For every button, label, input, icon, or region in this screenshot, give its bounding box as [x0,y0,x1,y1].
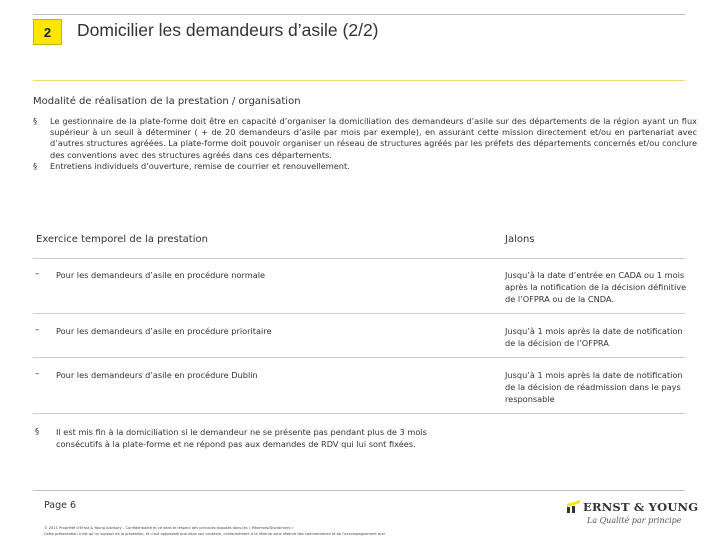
termination-note: Il est mis fin à la domiciliation si le demandeur ne se présente pas pendant plus de 3 mois consécutifs à la plate-forme et ne répond pas aux demandes de RDV qui lui sont fixées. [56,427,427,449]
disclaimer-line: Cette présentation n’est qu’un support de la prestation, et n’est opposable que dans son contexte, conformément à la réserve sous réserve des commentaires et de l’accompagnement oral [44,532,385,536]
bullet-text: Entretiens individuels d’ouverture, remise de courrier et renouvellement. [50,160,350,171]
bullet-icon: § [35,426,40,436]
brand-name: ERNST & YOUNG [583,500,699,514]
table-row-left: Pour les demandeurs d’asile en procédure normale [56,270,266,280]
table-row-left: Pour les demandeurs d’asile en procédure Dublin [56,370,258,380]
table-header-exercice: Exercice temporel de la prestation [36,234,208,245]
brand-tagline: La Qualité par principe [587,516,682,525]
list-item [33,116,697,161]
slide-number-badge: 2 [33,19,62,45]
brand-logo [565,498,699,532]
modalite-heading: Modalité de réalisation de la prestation / organisation [33,96,301,107]
table-row-right: Jusqu’à la date d’entrée en CADA ou 1 mois après la notification de la décision définitive de l’OFPRA ou de la CNDA. [505,270,687,304]
list-item [33,161,697,172]
header-divider [33,80,685,81]
top-rule [33,14,685,15]
bullet-icon: § [33,116,38,126]
table-row-right: Jusqu’à 1 mois après la date de notification de la décision de réadmission dans le pays responsable [505,370,683,404]
table-row-left: Pour les demandeurs d’asile en procédure prioritaire [56,326,272,336]
copyright-line: © 2011 Propriété d’Ernst & Young Advisory – Confidentialité et ce dans le respect des principes exposés dans les « Réserves/Disclaimers » [44,526,294,530]
footer-divider [33,490,685,491]
dash-icon: – [35,269,40,279]
dash-icon: – [35,325,40,335]
table-row-right: Jusqu’à 1 mois après la date de notification de la décision de l’OFPRA [505,326,683,348]
dash-icon: – [35,369,40,379]
table-header-jalons: Jalons [505,234,535,245]
modalite-bullet-list [33,116,697,172]
page-number: Page 6 [44,500,77,511]
brand-mark-icon [567,500,580,513]
bullet-text: Le gestionnaire de la plate-forme doit être en capacité d’organiser la domiciliation des demandeurs d’asile sur des départements de la région ayant un flux supérieur à un seuil à déterminer ( + de 20 demandeurs d’asile par mois par exemple), en assurant cette mission directement et/ou en partenariat avec d’autres structures agréées. La plate-forme doit pouvoir organiser un réseau de structures agréés par les préfets des départements concernés et/ou conclure des conventions avec des structures agréés dans ces départements. [50,116,697,160]
page-title: Domicilier les demandeurs d’asile (2/2) [77,20,379,40]
table-divider [33,258,685,259]
table-divider [33,413,685,414]
bullet-icon: § [33,160,38,171]
table-divider [33,313,685,314]
table-divider [33,357,685,358]
